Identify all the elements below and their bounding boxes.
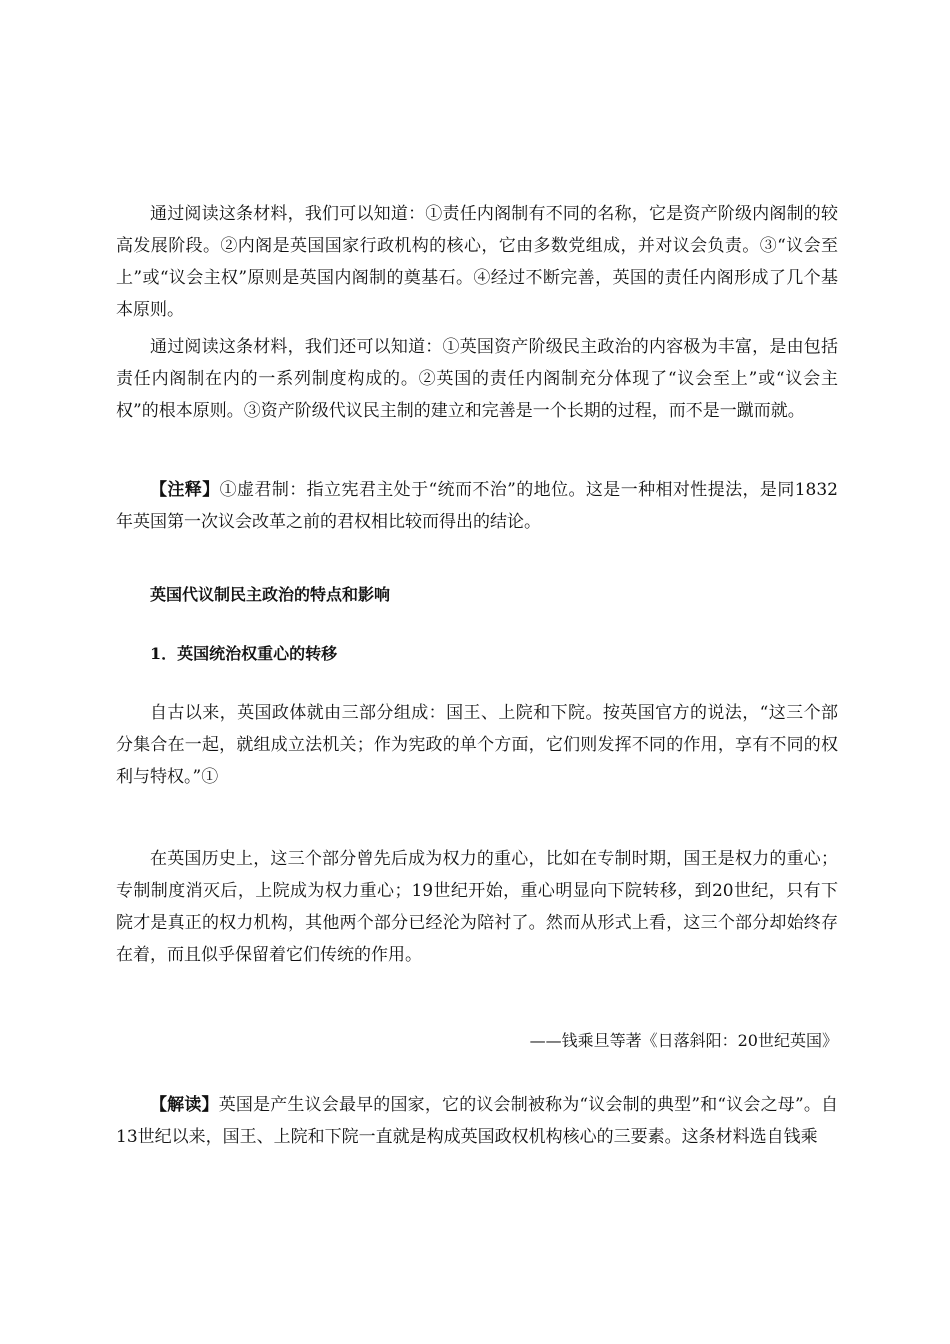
note-text: ①虚君制：指立宪君主处于“统而不治”的地位。这是一种相对性提法，是同1832年英国第一次议会改革之前的君权相比较而得出的结论。: [116, 480, 838, 532]
subsection-heading: 1．英国统治权重心的转移: [150, 644, 338, 663]
paragraph-reading-2: 通过阅读这条材料，我们还可以知道：①英国资产阶级民主政治的内容极为丰富，是由包括责任内阁制在内的一系列制度构成的。②英国的责任内阁制充分体现了“议会至上”或“议会主权”的根本原则。③资产阶级代议民主制的建立和完善是一个长期的过程，而不是一蹴而就。: [116, 337, 838, 421]
paragraph-interpretation: [116, 1089, 838, 1153]
source-citation: ——钱乘旦等著《日落斜阳：20世纪英国》: [529, 1031, 838, 1050]
paragraph-reading-1: 通过阅读这条材料，我们可以知道：①责任内阁制有不同的名称，它是资产阶级内阁制的较高发展阶段。②内阁是英国国家行政机构的核心，它由多数党组成，并对议会负责。③“议会至上”或“议会主权”原则是英国内阁制的奠基石。④经过不断完善，英国的责任内阁形成了几个基本原则。: [116, 204, 838, 320]
interpretation-text: 英国是产生议会最早的国家，它的议会制被称为“议会制的典型”和“议会之母”。自13世纪以来，国王、上院和下院一直就是构成英国政权机构核心的三要素。这条材料选自钱乘: [116, 1095, 839, 1147]
section-heading: 英国代议制民主政治的特点和影响: [150, 585, 391, 604]
paragraph-note: [116, 474, 838, 538]
note-label: 【注释】: [150, 480, 220, 500]
paragraph-quote-intro: 自古以来，英国政体就由三部分组成：国王、上院和下院。按英国官方的说法，“这三个部分集合在一起，就组成立法机关；作为宪政的单个方面，它们则发挥不同的作用，享有不同的权利与特权。”①: [116, 703, 838, 787]
interpretation-label: 【解读】: [150, 1095, 219, 1115]
paragraph-history: 在英国历史上，这三个部分曾先后成为权力的重心，比如在专制时期，国王是权力的重心；专制制度消灭后，上院成为权力重心；19世纪开始，重心明显向下院转移，到20世纪，只有下院才是真正的权力机构，其他两个部分已经沦为陪衬了。然而从形式上看，这三个部分却始终存在着，而且似乎保留着它们传统的作用。: [116, 849, 838, 965]
